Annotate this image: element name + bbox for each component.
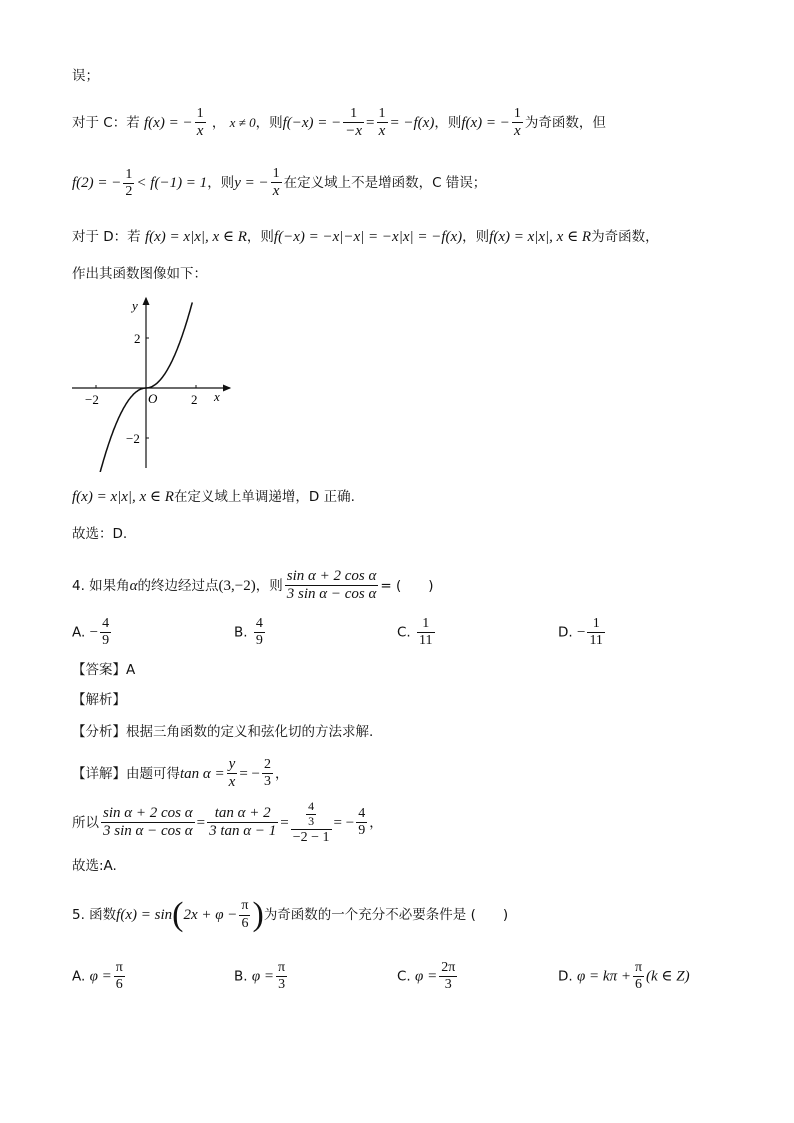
c-label: 对于 C：若 [72,115,140,132]
q4-choose: 故选:A. [72,858,117,874]
d-part-line1 [72,230,659,245]
q4-stem-c: ，则 [255,577,283,594]
q5-stem-b: 为奇函数的一个充分不必要条件是 ( ) [263,907,509,923]
option-letter: C. [397,624,411,641]
frac-den: 3 sin α − cos α [103,823,193,840]
frac-num: 1 [195,106,206,123]
frac-den: x [228,774,236,791]
option-lhs: φ = kπ + [576,968,631,985]
q4-fraction [285,568,379,604]
frac-den: 3 sin α − cos α [286,586,377,603]
q4-frac-yx [227,756,238,792]
q4-stem-b: 的终边经过点 [137,577,219,594]
frac-num-compound [291,800,332,830]
c-f2: f(2) = − [72,175,122,192]
c-fx2: f(x) = − [461,115,510,132]
text-line-top: 误； [72,68,99,84]
q5-fx: f(x) = sin [116,907,173,923]
c-frac-5 [123,167,134,200]
q4-calc-frac1 [101,805,195,841]
frac-den: 11 [589,633,603,649]
q5-stem [72,898,508,932]
q4-option-b[interactable] [234,616,267,649]
c-t1: ，则 [255,115,283,132]
c-eq: = [366,115,375,132]
option-fraction [417,616,434,649]
option-letter: D. [558,624,573,641]
frac-den: 6 [634,977,642,993]
option-fraction [276,960,287,993]
frac-num: 1 [377,106,388,123]
y-axis-label: y [132,298,138,313]
tick-label-x-pos: 2 [191,392,198,407]
frac-num: π [114,960,125,977]
frac-num: 1 [512,106,523,123]
frac-den: −2 − 1 [292,829,330,845]
c-cond: x ≠ 0 [229,115,256,131]
q4-calc-frac3 [291,800,332,846]
option-lhs: φ = [89,968,112,985]
q5-option-c[interactable] [397,960,459,993]
frac-den: x [196,123,204,140]
d-conclusion-text: 在定义域上单调递增，D 正确. [173,489,355,505]
frac-num: 1 [587,616,604,633]
option-letter: B. [234,968,248,985]
d-expr2: f(−x) = −x|−x| = −x|x| = −f(x) [273,229,463,245]
c-lt: < f(−1) = 1 [136,175,208,192]
q4-tan: tan α = [180,765,225,782]
frac-num: 2 [262,757,273,774]
c-t5: 在定义域上不是增函数，C 错误； [283,175,487,192]
q4-stem-d: = ( ) [380,577,434,594]
option-fraction [254,616,265,649]
c-part-line1 [72,106,606,140]
frac-num: tan α + 2 [207,805,278,823]
frac-num: π [633,960,644,977]
q4-comma: ， [275,765,289,782]
d-expr3: f(x) = x|x|, x ∈ R [489,229,592,245]
frac-den: 9 [358,823,366,839]
option-tail: (k ∈ Z) [646,968,690,985]
q4-point: (3,−2) [218,577,256,594]
q4-comma2: ， [369,814,383,831]
c-frac-2 [343,106,364,140]
frac-num: 4 [100,616,111,633]
function-graph [68,292,238,472]
frac-num: 1 [417,616,434,633]
c-comma: ， [211,115,226,132]
frac-den: 6 [115,977,123,993]
option-letter: D. [558,968,573,985]
q4-option-c[interactable] [397,616,437,649]
d-conclusion [72,490,355,505]
q4-suoyi: 所以 [72,814,99,831]
d-part-line2: 作出其函数图像如下： [72,266,207,282]
q4-option-a[interactable] [72,616,113,649]
q5-inner: 2x + φ − [183,907,238,923]
option-letter: B. [234,624,248,641]
q4-eq3: = − [333,814,355,831]
c-frac-3 [377,106,388,140]
frac-den: 3 [444,977,452,993]
d-conclusion-expr: f(x) = x|x|, x ∈ R [72,489,174,505]
c-t3: 为奇函数，但 [524,115,606,132]
q4-eqneg: = − [239,765,261,782]
option-fraction [439,960,457,993]
c-frac-6 [271,166,282,200]
d-choose: 故选：D. [72,526,128,542]
frac-den: 3 [264,774,272,790]
q4-answer: 【答案】A [72,662,136,678]
q4-calc-frac2 [207,805,278,841]
q4-calc [72,800,383,846]
q4-eq1: = [196,814,206,831]
frac-den: 11 [419,633,433,649]
frac-num: 1 [343,106,364,123]
c-t4: ，则 [207,175,235,192]
frac-den: 3 [278,977,286,993]
option-fraction [114,960,125,993]
q5-stem-a: 5. 函数 [72,907,117,923]
option-letter: A. [72,624,86,641]
frac-num: y [227,756,238,774]
q5-option-d[interactable] [558,960,690,993]
origin-label: O [148,391,158,406]
q4-option-d[interactable] [558,616,607,649]
option-sign: − [89,624,99,641]
d-t3: 为奇函数， [591,229,659,245]
frac-den: 3 [308,813,315,828]
c-part-line2 [72,166,486,200]
d-expr1: f(x) = x|x|, x ∈ R [144,229,247,245]
frac-den: 9 [255,633,263,649]
q4-eq2: = [280,814,289,831]
frac-num: 4 [308,799,315,813]
option-letter: C. [397,968,411,985]
frac-num: 1 [271,166,282,183]
q5-option-b[interactable] [234,960,289,993]
d-label: 对于 D：若 [72,229,141,245]
q4-frac-23 [262,757,273,790]
frac-num: 1 [123,167,134,184]
frac-num: sin α + 2 cos α [285,568,379,586]
frac-num: sin α + 2 cos α [101,805,195,823]
c-frac-1 [195,106,206,140]
frac-den: x [378,123,386,140]
tick-label-y-neg: −2 [126,431,140,446]
q4-detail-a: 【详解】由题可得 [72,765,180,782]
c-eq-neg: = −f(x) [389,115,435,132]
c-yeq: y = − [234,175,269,192]
q4-stem [72,568,434,604]
q4-calc-result [356,806,367,839]
c-t2: ，则 [434,115,462,132]
q5-frac-pi6 [239,898,250,931]
q5-option-a[interactable] [72,960,127,993]
frac-den: 6 [241,915,249,931]
c-frac-4 [512,106,523,140]
frac-num: 4 [254,616,265,633]
option-sign: − [576,624,586,641]
frac-den: x [272,183,280,200]
q5-paren-close: ) [252,896,264,933]
option-fraction [587,616,604,649]
frac-den: 9 [102,633,110,649]
option-lhs: φ = [415,968,438,985]
tick-label-y-pos: 2 [134,331,141,346]
frac-den: 3 tan α − 1 [209,823,277,840]
frac-num: π [276,960,287,977]
q4-stem-a: 4. 如果角 [72,577,130,594]
q4-alpha: α [129,577,138,594]
d-t2: ，则 [462,229,490,245]
c-fnegx: f(−x) = − [282,115,342,132]
tick-label-x-neg: −2 [85,392,99,407]
option-lhs: φ = [251,968,275,985]
frac-den: 2 [125,183,133,199]
q4-analysis-head: 【解析】 [72,692,126,708]
frac-num: π [239,898,250,915]
q5-paren-open: ( [172,896,184,933]
q4-detail [72,756,289,792]
q4-fenxi: 【分析】根据三角函数的定义和弦化切的方法求解. [72,724,374,740]
option-fraction [633,960,644,993]
inner-frac [306,800,316,829]
d-t1: ，则 [246,229,274,245]
x-axis-label: x [214,389,220,404]
frac-num: 2π [439,960,457,977]
frac-den: x [514,123,521,140]
frac-num: 4 [356,806,367,823]
option-fraction [100,616,111,649]
c-fx: f(x) = − [144,115,193,132]
option-letter: A. [72,968,86,985]
frac-den: −x [345,123,363,140]
